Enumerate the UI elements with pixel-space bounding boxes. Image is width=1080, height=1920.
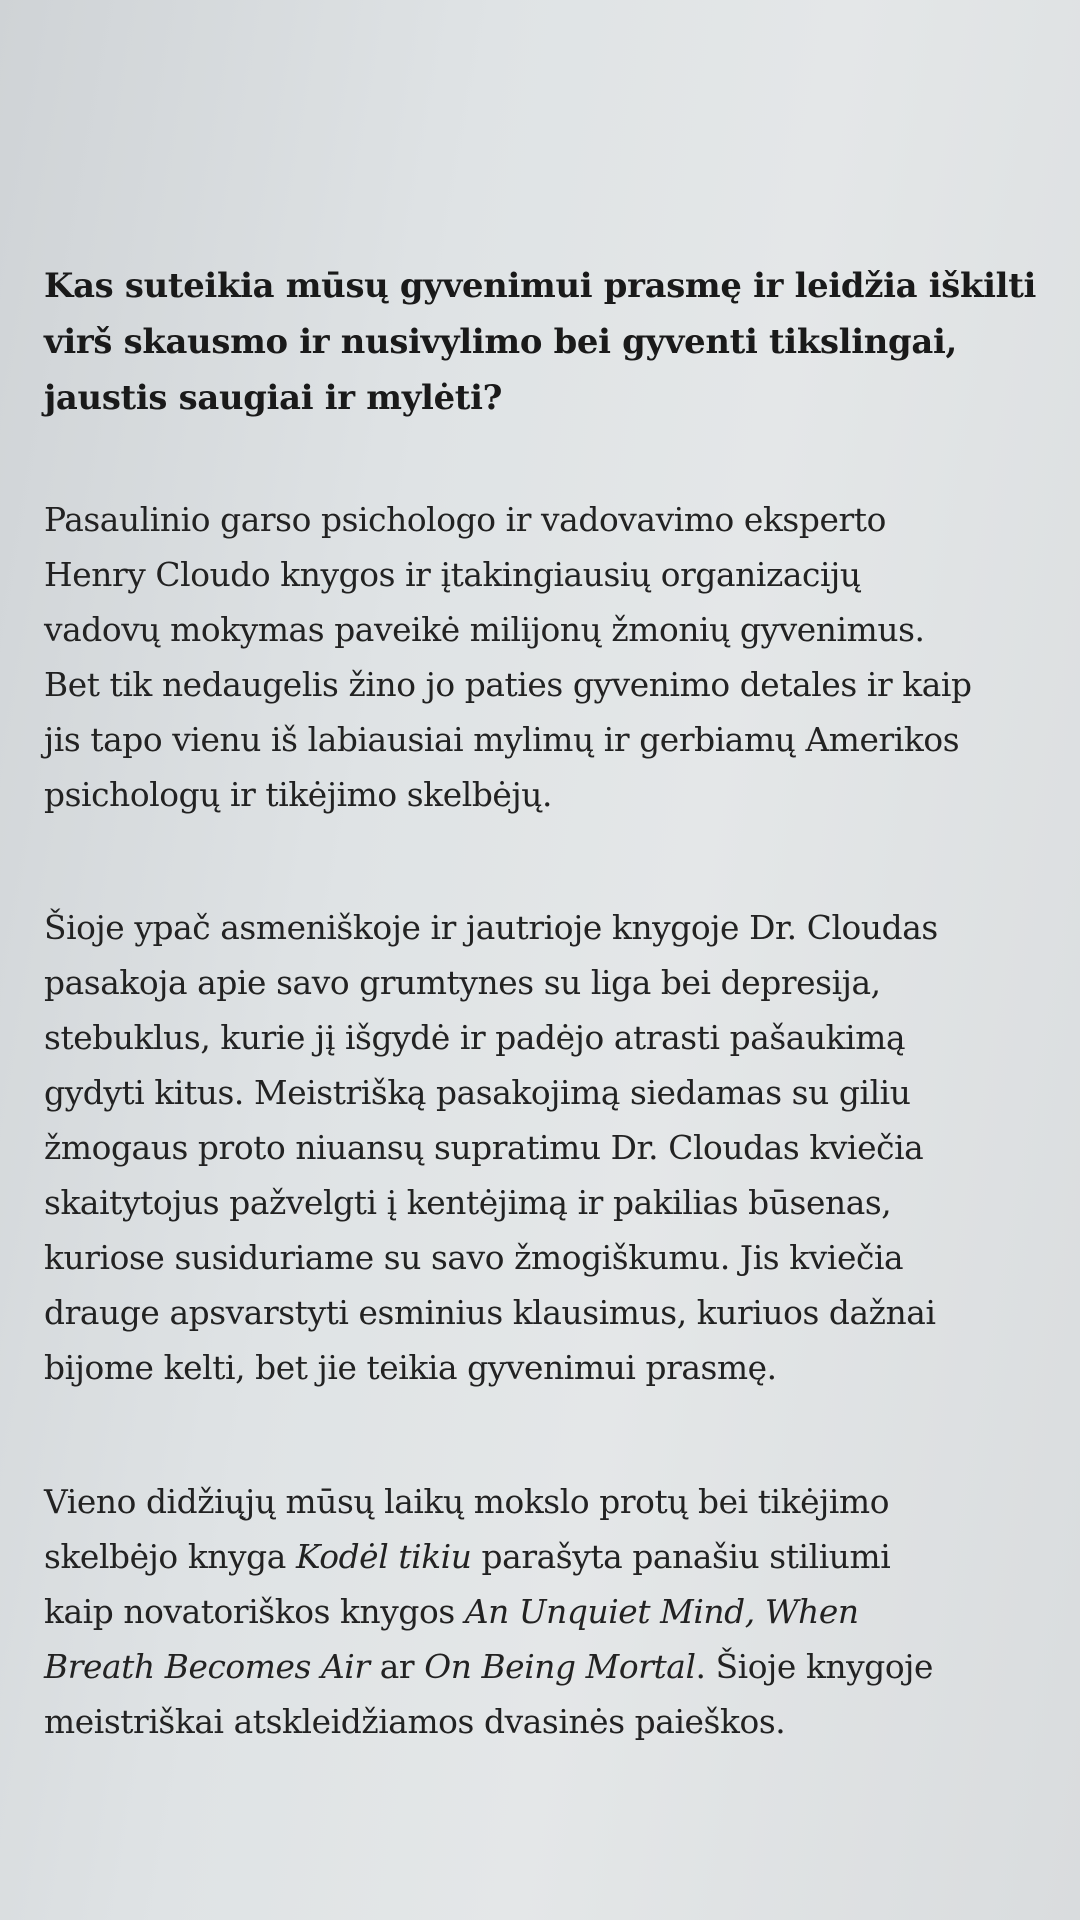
lead-line: virš skausmo ir nusivylimo bei gyventi tikslingai, <box>44 322 958 362</box>
paragraph-book-description <box>44 900 1080 1395</box>
book-title-on-being-mortal: On Being Mortal <box>424 1647 696 1686</box>
text-line: drauge apsvarstyti esminius klausimus, kuriuos dažnai <box>44 1293 936 1332</box>
text-line: Henry Cloudo knygos ir įtakingiausių organizacijų <box>44 555 861 594</box>
lead-line: jaustis saugiai ir mylėti? <box>44 378 503 418</box>
text-run: parašyta panašiu stiliumi <box>471 1537 891 1576</box>
text-line: žmogaus proto niuansų supratimu Dr. Cloudas kviečia <box>44 1128 924 1167</box>
lead-line: Kas suteikia mūsų gyvenimui prasmę ir leidžia iškilti <box>44 266 1037 306</box>
text-run: . Šioje knygoje <box>695 1647 934 1686</box>
text-line: kuriose susiduriame su savo žmogiškumu. Jis kviečia <box>44 1238 904 1277</box>
text-line: Šioje ypač asmeniškoje ir jautrioje knygoje Dr. Cloudas <box>44 908 938 947</box>
text-line: stebuklus, kurie jį išgydė ir padėjo atrasti pašaukimą <box>44 1018 906 1057</box>
text-line <box>44 1584 1074 1639</box>
text-line: skaitytojus pažvelgti į kentėjimą ir pakilias būsenas, <box>44 1183 892 1222</box>
text-line <box>44 1529 1074 1584</box>
text-line: pasakoja apie savo grumtynes su liga bei depresija, <box>44 963 881 1002</box>
text-line: gydyti kitus. Meistrišką pasakojimą siedamas su giliu <box>44 1073 911 1112</box>
text-line: Bet tik nedaugelis žino jo paties gyvenimo detales ir kaip <box>44 665 972 704</box>
paragraph-comparison <box>44 1474 1080 1749</box>
text-line: Pasaulinio garso psichologo ir vadovavimo eksperto <box>44 500 886 539</box>
book-title-kodel-tikiu: Kodėl tikiu <box>295 1537 472 1576</box>
book-title-breath-becomes-air: Breath Becomes Air <box>44 1647 370 1686</box>
text-line: bijome kelti, bet jie teikia gyvenimui prasmę. <box>44 1348 777 1387</box>
text-line: meistriškai atskleidžiamos dvasinės paieškos. <box>44 1702 786 1741</box>
text-line: Vieno didžiųjų mūsų laikų mokslo protų bei tikėjimo <box>44 1482 890 1521</box>
lead-question <box>44 258 1080 426</box>
text-line: jis tapo vienu iš labiausiai mylimų ir gerbiamų Amerikos <box>44 720 960 759</box>
text-line: vadovų mokymas paveikė milijonų žmonių gyvenimus. <box>44 610 925 649</box>
text-line <box>44 1639 1074 1694</box>
book-title-an-unquiet-mind: An Unquiet Mind, When <box>464 1592 859 1631</box>
text-run: skelbėjo knyga <box>44 1537 296 1576</box>
text-run: ar <box>369 1647 425 1686</box>
text-line: psichologų ir tikėjimo skelbėjų. <box>44 775 552 814</box>
paragraph-author-intro <box>44 492 1080 822</box>
text-run: kaip novatoriškos knygos <box>44 1592 465 1631</box>
